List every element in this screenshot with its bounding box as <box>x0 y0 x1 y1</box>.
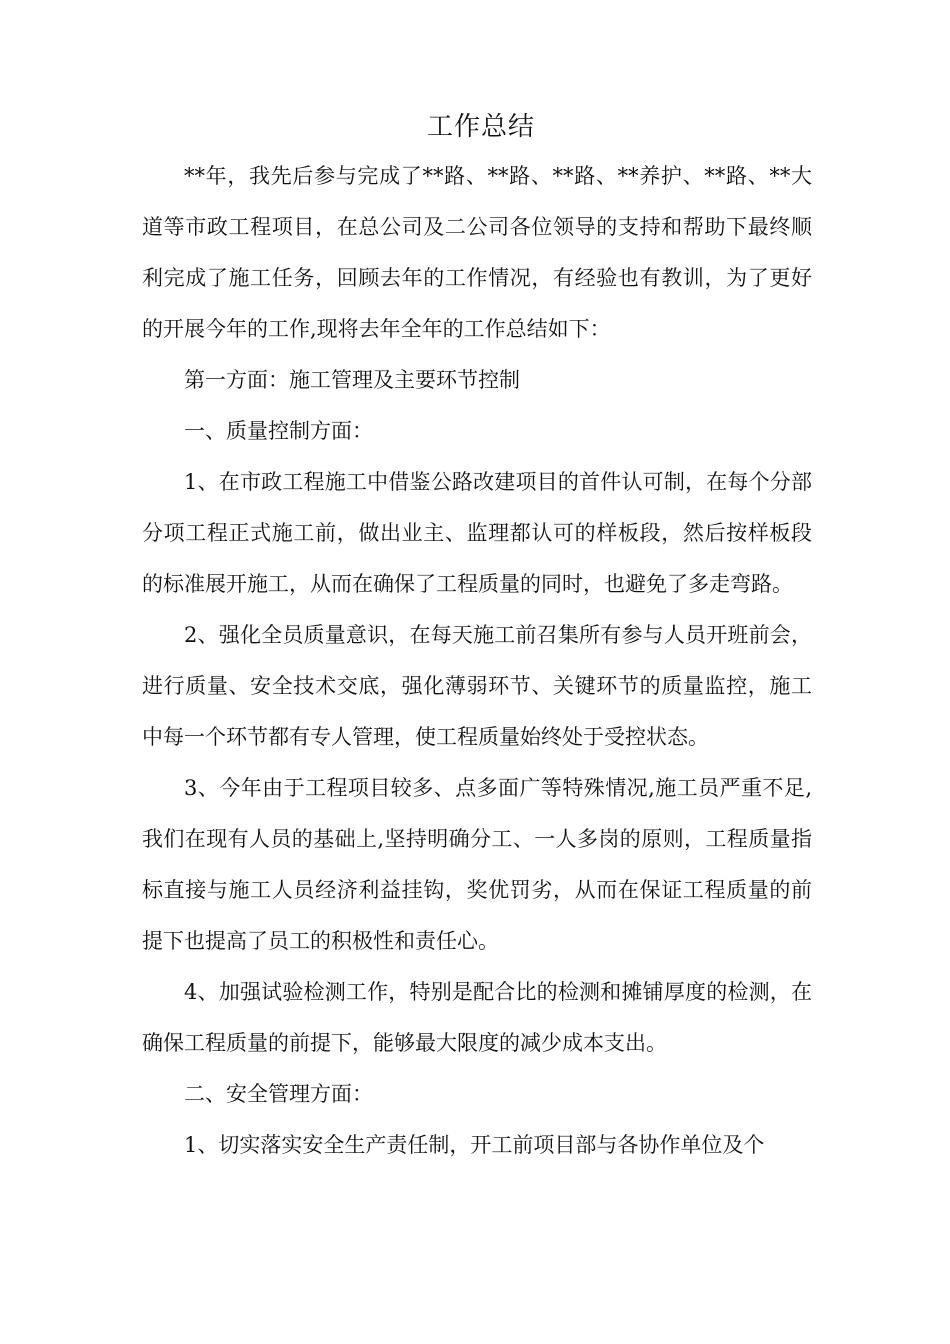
quality-item-4: 4、加强试验检测工作，特别是配合比的检测和摊铺厚度的检测，在确保工程质量的前提下，能够最大限度的减少成本支出。 <box>142 980 812 1055</box>
document-title: 工作总结 <box>426 112 535 142</box>
section-heading-1: 第一方面：施工管理及主要环节控制 <box>184 368 520 392</box>
subsection-heading-safety: 二、安全管理方面： <box>184 1082 373 1106</box>
document-body <box>142 105 812 1171</box>
safety-item-1: 1、切实落实安全生产责任制，开工前项目部与各协作单位及个 <box>184 1133 765 1157</box>
quality-item-2: 2、强化全员质量意识，在每天施工前召集所有参与人员开班前会，进行质量、安全技术交底，强化薄弱环节、关键环节的质量监控，施工中每一个环节都有专人管理，使工程质量始终处于受控状态。 <box>142 623 812 749</box>
subsection-heading-quality: 一、质量控制方面： <box>184 419 373 443</box>
intro-paragraph: **年，我先后参与完成了**路、**路、**路、**养护、**路、**大道等市政工程项目，在总公司及二公司各位领导的支持和帮助下最终顺利完成了施工任务，回顾去年的工作情况，有经验也有教训，为了更好的开展今年的工作,现将去年全年的工作总结如下： <box>142 164 812 341</box>
quality-item-3: 3、今年由于工程项目较多、点多面广等特殊情况,施工员严重不足,我们在现有人员的基础上,坚持明确分工、一人多岗的原则，工程质量指标直接与施工人员经济利益挂钩，奖优罚劣，从而在保证工程质量的前提下也提高了员工的积极性和责任心。 <box>142 776 812 953</box>
quality-item-1: 1、在市政工程施工中借鉴公路改建项目的首件认可制，在每个分部分项工程正式施工前，做出业主、监理都认可的样板段，然后按样板段的标准展开施工，从而在确保了工程质量的同时，也避免了多走弯路。 <box>142 470 812 596</box>
